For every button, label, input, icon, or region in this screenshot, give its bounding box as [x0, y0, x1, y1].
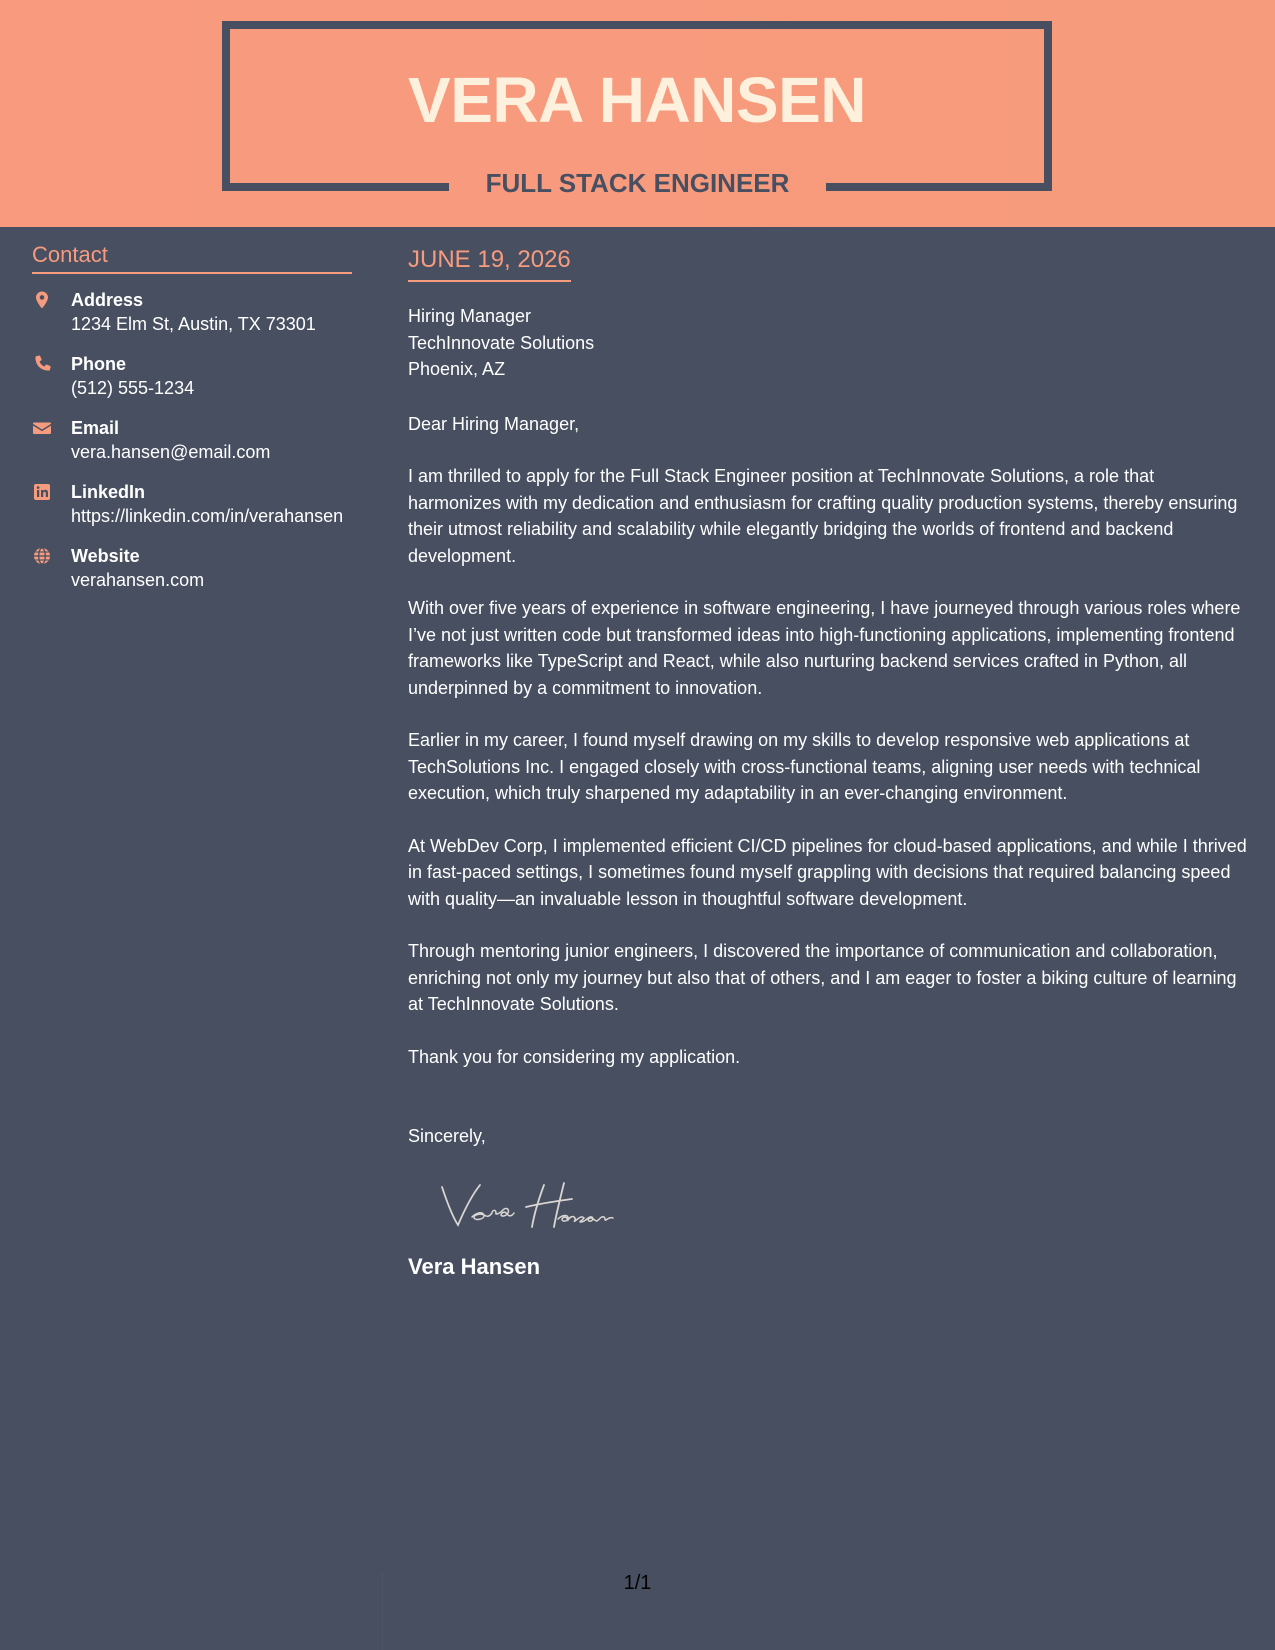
contact-item-email: [32, 416, 352, 465]
phone-icon: [32, 354, 52, 374]
linkedin-icon: [32, 482, 52, 502]
page-number: 1/1: [623, 1572, 652, 1594]
website-value[interactable]: verahansen.com: [71, 570, 205, 590]
letter-body: [408, 244, 1248, 1282]
phone-value: (512) 555-1234: [71, 378, 195, 398]
globe-icon: [32, 546, 52, 566]
contact-label: Website: [71, 546, 140, 566]
paragraph: Through mentoring junior engineers, I discovered the importance of communication and collaboration, enriching not only my journey but also that of others, and I am eager to foster a biking culture of learning at TechInnovate Solutions.: [408, 941, 1237, 1014]
job-title: FULL STACK ENGINEER: [485, 168, 790, 198]
salutation: Dear Hiring Manager,: [408, 413, 580, 434]
contact-item-linkedin: [32, 480, 352, 529]
paragraph: I am thrilled to apply for the Full Stack Engineer position at TechInnovate Solutions, a role that harmonizes with my dedication and enthusiasm for crafting quality production systems, thereby ensuring their utmost reliability and scalability while elegantly bridging the worlds of frontend and backend development.: [408, 466, 1238, 566]
page-divider: [382, 1573, 383, 1650]
recipient-line: TechInnovate Solutions: [408, 332, 595, 353]
contact-label: LinkedIn: [71, 482, 146, 502]
header-frame-bottom-left: [222, 183, 449, 191]
contact-label: Email: [71, 418, 120, 438]
paragraph: At WebDev Corp, I implemented efficient CI/CD pipelines for cloud-based applications, and while I thrived in fast-paced settings, I sometimes found myself grappling with decisions that required balancing speed with quality—an invaluable lesson in thoughtful software development.: [408, 835, 1247, 909]
paragraph: Thank you for considering my application.: [408, 1046, 741, 1067]
envelope-icon: [32, 418, 52, 438]
contact-label: Phone: [71, 354, 127, 374]
contact-heading: Contact: [32, 240, 352, 274]
map-pin-icon: [32, 290, 52, 310]
handwritten-signature: [434, 1175, 674, 1235]
address-value: 1234 Elm St, Austin, TX 73301: [71, 314, 316, 334]
paragraph: Earlier in my career, I found myself drawing on my skills to develop responsive web applications at TechSolutions Inc. I engaged closely with cross-functional teams, aligning user needs with technical execution, which truly sharpened my adaptability in an ever-changing environment.: [408, 730, 1201, 803]
recipient-line: Hiring Manager: [408, 306, 532, 326]
header-frame-bottom-right: [826, 183, 1052, 191]
letter-date: JUNE 19, 2026: [408, 244, 571, 282]
closing: Sincerely,: [408, 1126, 486, 1146]
candidate-name: VERA HANSEN: [408, 64, 866, 136]
header-banner: [0, 0, 1275, 227]
contact-item-website: [32, 544, 352, 593]
email-value[interactable]: vera.hansen@email.com: [71, 442, 271, 462]
signer-name: Vera Hansen: [408, 1253, 541, 1279]
recipient-line: Phoenix, AZ: [408, 359, 506, 379]
contact-item-address: [32, 288, 352, 337]
linkedin-value[interactable]: https://linkedin.com/in/verahansen: [71, 506, 344, 526]
recipient-block: [408, 303, 1248, 383]
contact-label: Address: [71, 290, 144, 310]
contact-sidebar: [32, 240, 352, 608]
paragraph: With over five years of experience in software engineering, I have journeyed through various roles where I’ve not just written code but transformed ideas into high-functioning applications, implementing frontend frameworks like TypeScript and React, while also nurturing backend services crafted in Python, all underpinned by a commitment to innovation.: [408, 598, 1241, 698]
contact-item-phone: [32, 352, 352, 401]
